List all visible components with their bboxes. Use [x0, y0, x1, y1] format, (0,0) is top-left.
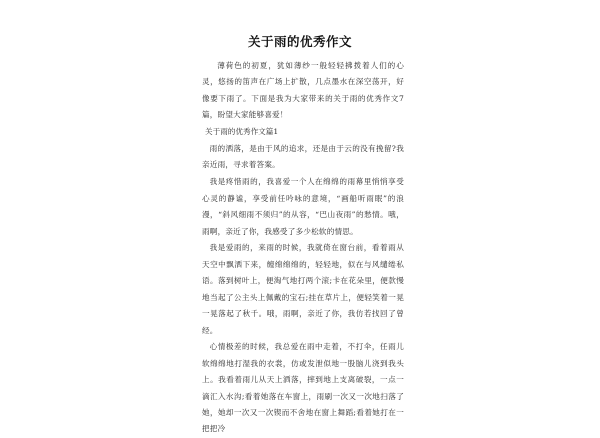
intro-paragraph: 薄荷色的初夏，犹如薄纱一般轻轻拂拨着人们的心灵，悠扬的笛声在广场上扩散，几点墨水在深空荡开，好像要下雨了。下面是我为大家带来的关于雨的优秀作文7篇，盼望大家能够喜爱！: [202, 61, 404, 120]
section-heading: 关于雨的优秀作文篇1: [205, 127, 279, 137]
document-title: 关于雨的优秀作文: [247, 34, 352, 49]
body-paragraph-1: 雨的洒落，是由于风的追求，还是由于云的没有挽留?我亲近雨，寻求着答案。: [202, 144, 404, 170]
document-body: [202, 58, 404, 438]
body-paragraph-4: 心情极差的时候，我总爱在雨中走着，不打伞，任雨儿软绵绵地打湿我的衣裳，仿或发泄似地一股脑儿浇到我头上。我看着雨儿从天上洒落，摔到地上支离破裂，一点一滴汇入水沟;看着她落在车窗上，雨刷一次又一次地扫落了她，她却一次又一次锲而不舍地在窗上舞蹈;看着她打在一把把冷: [202, 342, 404, 434]
body-paragraph-3: 我是爱雨的，来雨的时候，我就倚在窗台前，看着雨从天空中飘洒下来，缠绵绵绵的，轻轻地，似在与风缱绻私语。落到树叶上，便淘气地打两个滚;卡在花朵里，便款慢地当起了公主头上佩戴的宝石;挂在草片上，便轻笑着一晃一晃落起了秋千。哦，雨啊，亲近了你，我仿若找回了曾经。: [202, 243, 404, 335]
body-paragraph-2: 我是疼惜雨的，我喜爱一个人在绵绵的雨幕里悄悄享受心灵的静谧，享受前任吟咏的意境，“画船听雨眠”的浪漫，“斜风细雨不须归”的从容，“巴山夜雨”的愁情。哦，雨啊，亲近了你，我感受了多少松软的情思。: [202, 177, 404, 236]
